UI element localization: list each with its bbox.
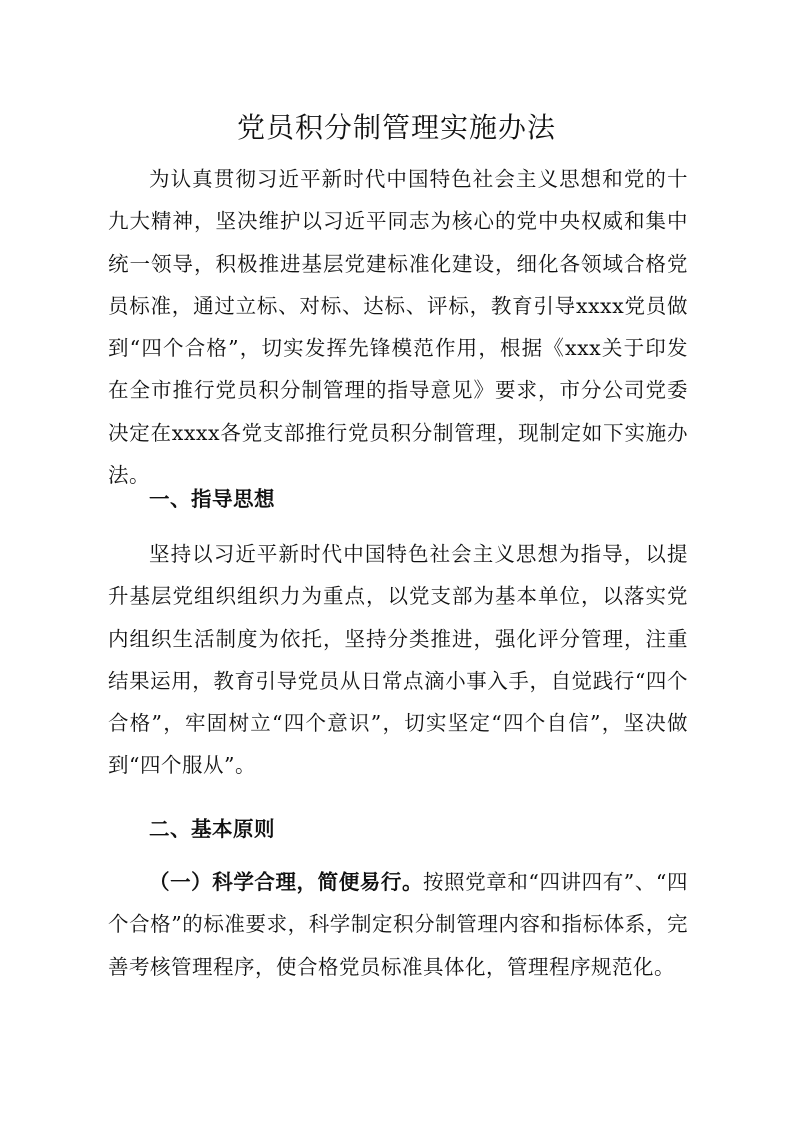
principle-item-1-text: 按照党章和“四讲四有”、“四个合格”的标准要求，科学制定积分制管理内容和指标体系，完善考核管理程序，使合格党员标准具体化，管理程序规范化。: [108, 870, 688, 979]
principle-item-1: [108, 861, 688, 988]
guiding-ideology-paragraph: 坚持以习近平新时代中国特色社会主义思想为指导，以提升基层党组织组织力为重点，以党支部为基本单位，以落实党内组织生活制度为依托，坚持分类推进，强化评分管理，注重结果运用，教育引导党员从日常点滴小事入手，自觉践行“四个合格”，牢固树立“四个意识”，切实坚定“四个自信”，坚决做到“四个服从”。: [108, 542, 688, 778]
principle-item-1-lead: （一）科学合理，简便易行。: [149, 870, 424, 894]
intro-paragraph: 为认真贯彻习近平新时代中国特色社会主义思想和党的十九大精神，坚决维护以习近平同志为核心的党中央权威和集中统一领导，积极推进基层党建标准化建设，细化各领域合格党员标准，通过立标、对标、达标、评标，教育引导xxxx党员做到“四个合格”，切实发挥先锋模范作用，根据《xxx关于印发在全市推行党员积分制管理的指导意见》要求，市分公司党委决定在xxxx各党支部推行党员积分制管理，现制定如下实施办法。: [108, 167, 688, 488]
section-heading-guiding-ideology: 一、指导思想: [149, 487, 275, 511]
document-title: 党员积分制管理实施办法: [236, 111, 556, 144]
section-heading-basic-principles: 二、基本原则: [149, 817, 275, 841]
